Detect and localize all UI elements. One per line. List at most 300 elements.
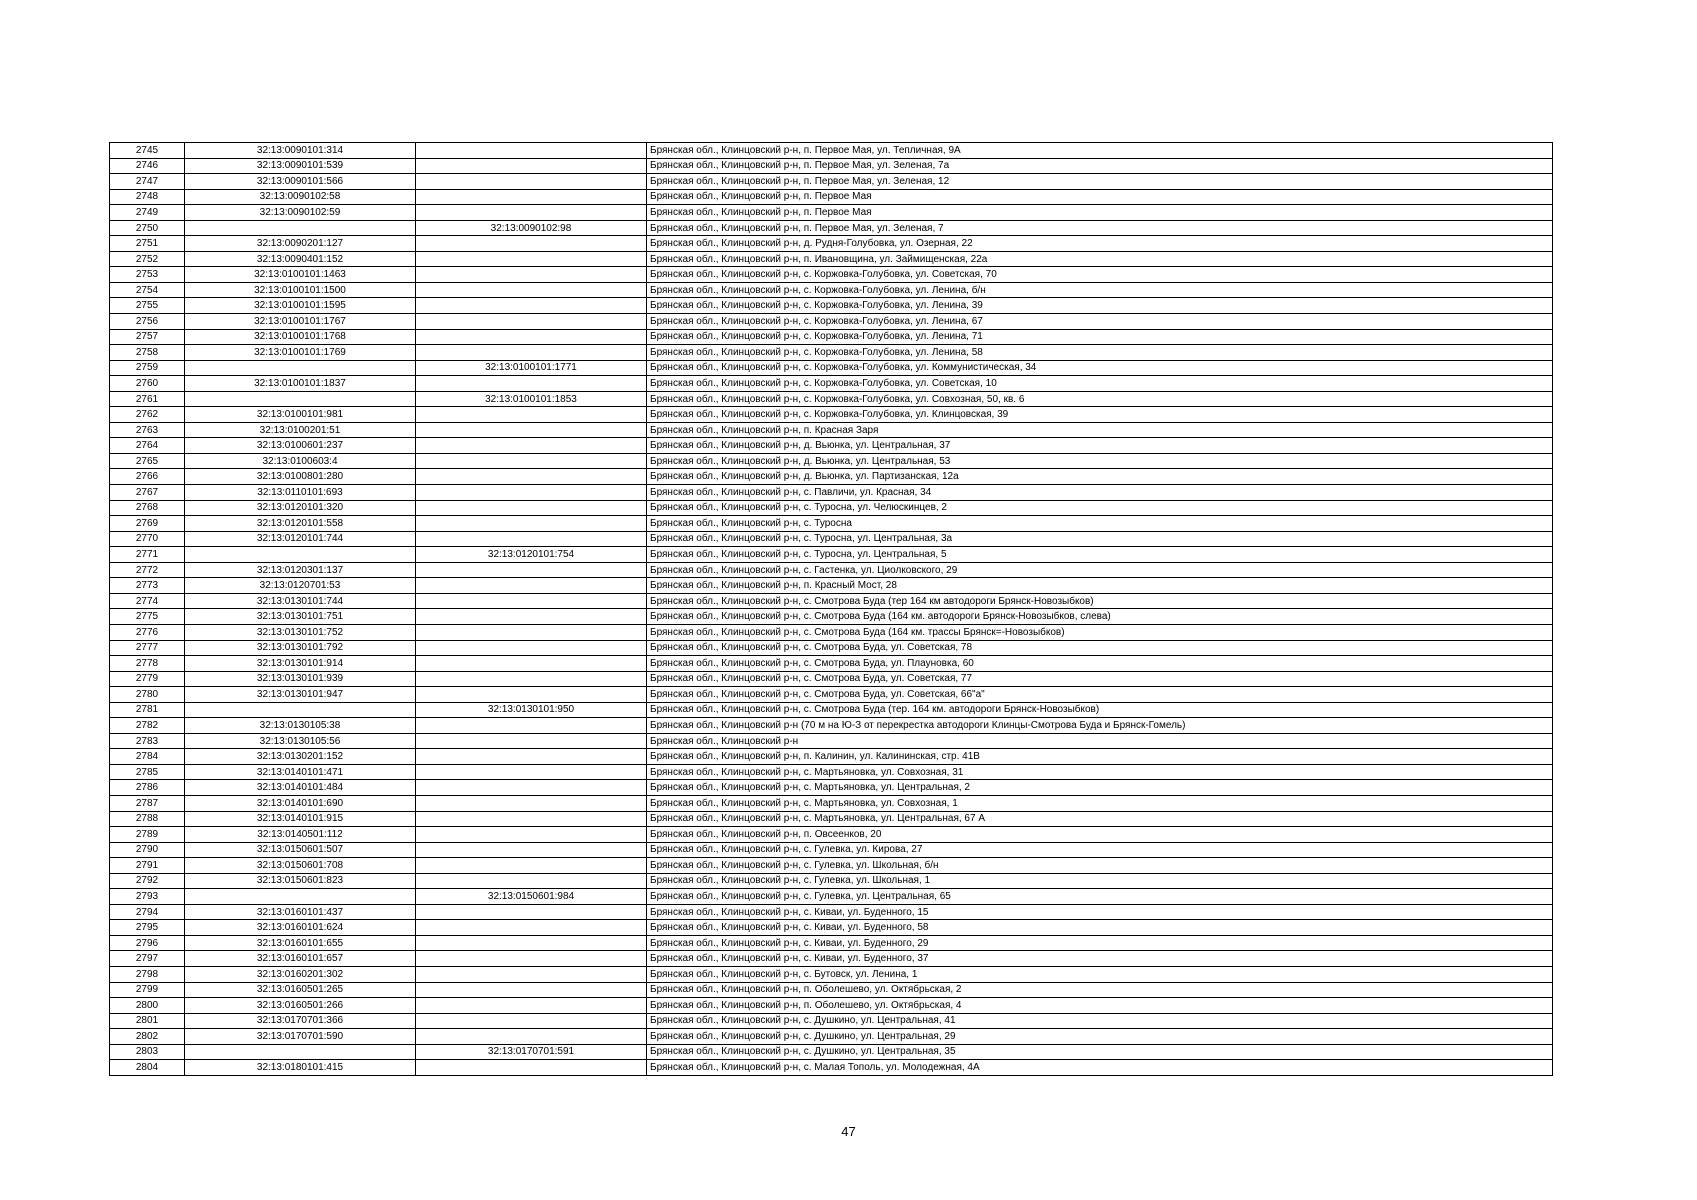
address-cell: Брянская обл., Клинцовский р-н, п. Овсеенков, 20 [647, 827, 1553, 843]
cadastral-number-cell: 32:13:0160101:657 [185, 951, 416, 967]
table-row [110, 236, 1553, 252]
cadastral-number-alt-cell [416, 438, 647, 454]
address-cell: Брянская обл., Клинцовский р-н, с. Душкино, ул. Центральная, 29 [647, 1029, 1553, 1045]
cadastral-number-cell: 32:13:0160101:655 [185, 935, 416, 951]
row-number-cell: 2760 [110, 376, 185, 392]
cadastral-number-alt-cell [416, 298, 647, 314]
cadastral-number-cell: 32:13:0100101:1500 [185, 282, 416, 298]
row-number-cell: 2775 [110, 609, 185, 625]
row-number-cell: 2800 [110, 998, 185, 1014]
cadastral-number-cell: 32:13:0130101:751 [185, 609, 416, 625]
cadastral-number-alt-cell [416, 982, 647, 998]
table-row [110, 282, 1553, 298]
row-number-cell: 2767 [110, 485, 185, 501]
address-cell: Брянская обл., Клинцовский р-н, с. Туросна, ул. Центральная, 5 [647, 547, 1553, 563]
cadastral-number-alt-cell [416, 966, 647, 982]
cadastral-number-cell: 32:13:0180101:415 [185, 1060, 416, 1076]
cadastral-number-cell: 32:13:0150601:823 [185, 873, 416, 889]
row-number-cell: 2746 [110, 158, 185, 174]
table-row [110, 329, 1553, 345]
address-cell: Брянская обл., Клинцовский р-н, с. Мартьяновка, ул. Совхозная, 1 [647, 795, 1553, 811]
table-row [110, 143, 1553, 159]
table-row [110, 407, 1553, 423]
row-number-cell: 2752 [110, 251, 185, 267]
row-number-cell: 2802 [110, 1029, 185, 1045]
table-row [110, 718, 1553, 734]
row-number-cell: 2778 [110, 656, 185, 672]
cadastral-number-alt-cell [416, 593, 647, 609]
table-row [110, 485, 1553, 501]
table-row [110, 966, 1553, 982]
row-number-cell: 2745 [110, 143, 185, 159]
cadastral-number-alt-cell: 32:13:0100101:1853 [416, 391, 647, 407]
row-number-cell: 2749 [110, 205, 185, 221]
address-cell: Брянская обл., Клинцовский р-н, с. Гулевка, ул. Кирова, 27 [647, 842, 1553, 858]
table-row [110, 453, 1553, 469]
address-cell: Брянская обл., Клинцовский р-н, с. Смотрова Буда, ул. Плауновка, 60 [647, 656, 1553, 672]
address-cell: Брянская обл., Клинцовский р-н, с. Коржовка-Голубовка, ул. Советская, 70 [647, 267, 1553, 283]
address-cell: Брянская обл., Клинцовский р-н, с. Киваи, ул. Буденного, 29 [647, 935, 1553, 951]
table-row [110, 578, 1553, 594]
table-row [110, 314, 1553, 330]
cadastral-number-cell: 32:13:0150601:507 [185, 842, 416, 858]
cadastral-number-alt-cell [416, 733, 647, 749]
address-cell: Брянская обл., Клинцовский р-н, с. Гастенка, ул. Циолковского, 29 [647, 562, 1553, 578]
row-number-cell: 2761 [110, 391, 185, 407]
cadastral-number-alt-cell [416, 407, 647, 423]
cadastral-number-alt-cell [416, 469, 647, 485]
table-row [110, 298, 1553, 314]
row-number-cell: 2794 [110, 904, 185, 920]
address-cell: Брянская обл., Клинцовский р-н, п. Оболешево, ул. Октябрьская, 2 [647, 982, 1553, 998]
cadastral-number-cell: 32:13:0140101:471 [185, 764, 416, 780]
address-cell: Брянская обл., Клинцовский р-н, с. Киваи, ул. Буденного, 58 [647, 920, 1553, 936]
table-row [110, 733, 1553, 749]
address-cell: Брянская обл., Клинцовский р-н, с. Малая Тополь, ул. Молодежная, 4А [647, 1060, 1553, 1076]
address-cell: Брянская обл., Клинцовский р-н, с. Гулевка, ул. Школьная, 1 [647, 873, 1553, 889]
cadastral-number-alt-cell [416, 764, 647, 780]
table-row [110, 174, 1553, 190]
table-row [110, 251, 1553, 267]
table-row [110, 220, 1553, 236]
address-cell: Брянская обл., Клинцовский р-н, с. Мартьяновка, ул. Совхозная, 31 [647, 764, 1553, 780]
table-row [110, 998, 1553, 1014]
address-cell: Брянская обл., Клинцовский р-н, с. Коржовка-Голубовка, ул. Ленина, 39 [647, 298, 1553, 314]
table-row [110, 547, 1553, 563]
cadastral-number-cell [185, 391, 416, 407]
cadastral-number-alt-cell [416, 609, 647, 625]
cadastral-number-alt-cell [416, 189, 647, 205]
cadastral-number-cell: 32:13:0130101:752 [185, 624, 416, 640]
table-row [110, 469, 1553, 485]
address-cell: Брянская обл., Клинцовский р-н, д. Вьюнка, ул. Центральная, 37 [647, 438, 1553, 454]
row-number-cell: 2769 [110, 516, 185, 532]
cadastral-number-alt-cell [416, 422, 647, 438]
row-number-cell: 2762 [110, 407, 185, 423]
table-row [110, 935, 1553, 951]
cadastral-number-cell: 32:13:0160101:437 [185, 904, 416, 920]
address-cell: Брянская обл., Клинцовский р-н, с. Смотрова Буда, ул. Советская, 66"а" [647, 687, 1553, 703]
address-cell: Брянская обл., Клинцовский р-н, с. Смотрова Буда (тер 164 км автодороги Брянск-Новозыбков) [647, 593, 1553, 609]
cadastral-number-alt-cell [416, 500, 647, 516]
table-row [110, 702, 1553, 718]
cadastral-number-cell: 32:13:0150601:708 [185, 858, 416, 874]
table-row [110, 609, 1553, 625]
cadastral-number-alt-cell [416, 562, 647, 578]
address-cell: Брянская обл., Клинцовский р-н, с. Душкино, ул. Центральная, 41 [647, 1013, 1553, 1029]
cadastral-number-cell: 32:13:0100101:1463 [185, 267, 416, 283]
cadastral-number-alt-cell [416, 749, 647, 765]
row-number-cell: 2756 [110, 314, 185, 330]
table-row [110, 562, 1553, 578]
table-row [110, 158, 1553, 174]
cadastral-number-cell: 32:13:0100101:1769 [185, 345, 416, 361]
cadastral-number-alt-cell [416, 858, 647, 874]
row-number-cell: 2783 [110, 733, 185, 749]
cadastral-number-cell [185, 220, 416, 236]
address-cell: Брянская обл., Клинцовский р-н, п. Красная Заря [647, 422, 1553, 438]
row-number-cell: 2804 [110, 1060, 185, 1076]
row-number-cell: 2757 [110, 329, 185, 345]
row-number-cell: 2750 [110, 220, 185, 236]
table-row [110, 422, 1553, 438]
cadastral-number-cell: 32:13:0120701:53 [185, 578, 416, 594]
row-number-cell: 2758 [110, 345, 185, 361]
row-number-cell: 2766 [110, 469, 185, 485]
row-number-cell: 2747 [110, 174, 185, 190]
row-number-cell: 2759 [110, 360, 185, 376]
cadastral-number-alt-cell [416, 314, 647, 330]
table-row [110, 640, 1553, 656]
table-row [110, 982, 1553, 998]
cadastral-number-alt-cell [416, 282, 647, 298]
row-number-cell: 2799 [110, 982, 185, 998]
row-number-cell: 2772 [110, 562, 185, 578]
table-row [110, 1013, 1553, 1029]
cadastral-number-alt-cell [416, 640, 647, 656]
address-cell: Брянская обл., Клинцовский р-н, п. Оболешево, ул. Октябрьская, 4 [647, 998, 1553, 1014]
table-row [110, 438, 1553, 454]
table-row [110, 360, 1553, 376]
table-row [110, 780, 1553, 796]
cadastral-number-alt-cell [416, 842, 647, 858]
cadastral-number-alt-cell [416, 143, 647, 159]
table-row [110, 345, 1553, 361]
address-cell: Брянская обл., Клинцовский р-н, с. Мартьяновка, ул. Центральная, 67 А [647, 811, 1553, 827]
address-cell: Брянская обл., Клинцовский р-н, с. Коржовка-Голубовка, ул. Клинцовская, 39 [647, 407, 1553, 423]
row-number-cell: 2787 [110, 795, 185, 811]
row-number-cell: 2792 [110, 873, 185, 889]
address-cell: Брянская обл., Клинцовский р-н, с. Гулевка, ул. Центральная, 65 [647, 889, 1553, 905]
cadastral-number-cell: 32:13:0120101:744 [185, 531, 416, 547]
cadastral-number-alt-cell [416, 453, 647, 469]
cadastral-number-cell [185, 702, 416, 718]
row-number-cell: 2765 [110, 453, 185, 469]
address-cell: Брянская обл., Клинцовский р-н, д. Вьюнка, ул. Центральная, 53 [647, 453, 1553, 469]
cadastral-number-alt-cell [416, 531, 647, 547]
table-row [110, 267, 1553, 283]
address-cell: Брянская обл., Клинцовский р-н [647, 733, 1553, 749]
address-cell: Брянская обл., Клинцовский р-н, с. Киваи, ул. Буденного, 37 [647, 951, 1553, 967]
address-cell: Брянская обл., Клинцовский р-н, с. Туросна [647, 516, 1553, 532]
table-row [110, 842, 1553, 858]
cadastral-number-alt-cell [416, 329, 647, 345]
cadastral-number-cell: 32:13:0120101:320 [185, 500, 416, 516]
table-row [110, 889, 1553, 905]
table-row [110, 749, 1553, 765]
cadastral-number-cell: 32:13:0100101:1595 [185, 298, 416, 314]
table-row [110, 795, 1553, 811]
cadastral-number-cell: 32:13:0130105:56 [185, 733, 416, 749]
address-cell: Брянская обл., Клинцовский р-н, с. Коржовка-Голубовка, ул. Совхозная, 50, кв. 6 [647, 391, 1553, 407]
cadastral-number-cell: 32:13:0130101:744 [185, 593, 416, 609]
cadastral-number-alt-cell [416, 174, 647, 190]
cadastral-number-cell: 32:13:0140101:915 [185, 811, 416, 827]
address-cell: Брянская обл., Клинцовский р-н, с. Туросна, ул. Центральная, 3а [647, 531, 1553, 547]
address-cell: Брянская обл., Клинцовский р-н, с. Коржовка-Голубовка, ул. Коммунистическая, 34 [647, 360, 1553, 376]
cadastral-number-cell: 32:13:0140101:484 [185, 780, 416, 796]
cadastral-number-cell: 32:13:0090201:127 [185, 236, 416, 252]
row-number-cell: 2780 [110, 687, 185, 703]
table-row [110, 951, 1553, 967]
cadastral-number-cell: 32:13:0120301:137 [185, 562, 416, 578]
address-cell: Брянская обл., Клинцовский р-н, с. Смотрова Буда, ул. Советская, 78 [647, 640, 1553, 656]
cadastral-number-alt-cell: 32:13:0150601:984 [416, 889, 647, 905]
cadastral-number-cell: 32:13:0100101:981 [185, 407, 416, 423]
address-cell: Брянская обл., Клинцовский р-н, п. Первое Мая, ул. Зеленая, 7 [647, 220, 1553, 236]
table-row [110, 205, 1553, 221]
cadastral-number-cell: 32:13:0090101:566 [185, 174, 416, 190]
cadastral-number-alt-cell [416, 920, 647, 936]
row-number-cell: 2777 [110, 640, 185, 656]
cadastral-number-alt-cell [416, 624, 647, 640]
row-number-cell: 2774 [110, 593, 185, 609]
table-row [110, 531, 1553, 547]
address-cell: Брянская обл., Клинцовский р-н, с. Киваи, ул. Буденного, 15 [647, 904, 1553, 920]
cadastral-number-alt-cell [416, 904, 647, 920]
address-cell: Брянская обл., Клинцовский р-н, п. Красный Мост, 28 [647, 578, 1553, 594]
cadastral-number-cell: 32:13:0140501:112 [185, 827, 416, 843]
address-cell: Брянская обл., Клинцовский р-н, с. Смотрова Буда, ул. Советская, 77 [647, 671, 1553, 687]
cadastral-number-cell: 32:13:0160501:266 [185, 998, 416, 1014]
cadastral-number-cell: 32:13:0100201:51 [185, 422, 416, 438]
cadastral-number-alt-cell [416, 873, 647, 889]
address-cell: Брянская обл., Клинцовский р-н, д. Вьюнка, ул. Партизанская, 12а [647, 469, 1553, 485]
cadastral-number-alt-cell: 32:13:0100101:1771 [416, 360, 647, 376]
row-number-cell: 2797 [110, 951, 185, 967]
address-cell: Брянская обл., Клинцовский р-н, с. Туросна, ул. Челюскинцев, 2 [647, 500, 1553, 516]
row-number-cell: 2770 [110, 531, 185, 547]
address-cell: Брянская обл., Клинцовский р-н, с. Душкино, ул. Центральная, 35 [647, 1044, 1553, 1060]
cadastral-number-alt-cell: 32:13:0120101:754 [416, 547, 647, 563]
page-number: 47 [841, 1124, 856, 1139]
row-number-cell: 2748 [110, 189, 185, 205]
cadastral-number-cell: 32:13:0100801:280 [185, 469, 416, 485]
cadastral-number-cell: 32:13:0170701:590 [185, 1029, 416, 1045]
cadastral-number-alt-cell [416, 718, 647, 734]
address-cell: Брянская обл., Клинцовский р-н, п. Первое Мая, ул. Тепличная, 9А [647, 143, 1553, 159]
table-row [110, 516, 1553, 532]
cadastral-number-cell: 32:13:0130101:939 [185, 671, 416, 687]
cadastral-number-cell: 32:13:0140101:690 [185, 795, 416, 811]
address-cell: Брянская обл., Клинцовский р-н, п. Калинин, ул. Калининская, стр. 41В [647, 749, 1553, 765]
address-cell: Брянская обл., Клинцовский р-н, с. Бутовск, ул. Ленина, 1 [647, 966, 1553, 982]
table-row [110, 1044, 1553, 1060]
table-row [110, 873, 1553, 889]
row-number-cell: 2785 [110, 764, 185, 780]
cadastral-number-cell: 32:13:0100601:237 [185, 438, 416, 454]
row-number-cell: 2781 [110, 702, 185, 718]
row-number-cell: 2791 [110, 858, 185, 874]
row-number-cell: 2795 [110, 920, 185, 936]
cadastral-number-cell: 32:13:0100603:4 [185, 453, 416, 469]
table-row [110, 811, 1553, 827]
cadastral-number-cell: 32:13:0160501:265 [185, 982, 416, 998]
cadastral-number-alt-cell [416, 158, 647, 174]
cadastral-number-alt-cell [416, 811, 647, 827]
table-row [110, 1060, 1553, 1076]
address-cell: Брянская обл., Клинцовский р-н, п. Первое Мая, ул. Зеленая, 7а [647, 158, 1553, 174]
cadastral-number-cell: 32:13:0130101:914 [185, 656, 416, 672]
address-cell: Брянская обл., Клинцовский р-н, с. Смотрова Буда (164 км. трассы Брянск=-Новозыбков) [647, 624, 1553, 640]
cadastral-number-cell: 32:13:0100101:1768 [185, 329, 416, 345]
table-row [110, 500, 1553, 516]
row-number-cell: 2803 [110, 1044, 185, 1060]
row-number-cell: 2789 [110, 827, 185, 843]
cadastral-number-cell: 32:13:0130105:38 [185, 718, 416, 734]
row-number-cell: 2751 [110, 236, 185, 252]
row-number-cell: 2773 [110, 578, 185, 594]
address-cell: Брянская обл., Клинцовский р-н, с. Павличи, ул. Красная, 34 [647, 485, 1553, 501]
cadastral-number-cell: 32:13:0160201:302 [185, 966, 416, 982]
table-row [110, 624, 1553, 640]
row-number-cell: 2753 [110, 267, 185, 283]
address-cell: Брянская обл., Клинцовский р-н, с. Коржовка-Голубовка, ул. Ленина, б/н [647, 282, 1553, 298]
cadastral-table [109, 142, 1553, 1076]
cadastral-number-alt-cell: 32:13:0090102:98 [416, 220, 647, 236]
cadastral-number-alt-cell [416, 205, 647, 221]
cadastral-number-cell: 32:13:0130201:152 [185, 749, 416, 765]
address-cell: Брянская обл., Клинцовский р-н, с. Коржовка-Голубовка, ул. Ленина, 67 [647, 314, 1553, 330]
cadastral-number-alt-cell [416, 1029, 647, 1045]
cadastral-number-alt-cell [416, 827, 647, 843]
cadastral-number-alt-cell [416, 345, 647, 361]
cadastral-number-alt-cell [416, 485, 647, 501]
cadastral-number-cell: 32:13:0120101:558 [185, 516, 416, 532]
cadastral-number-alt-cell [416, 795, 647, 811]
address-cell: Брянская обл., Клинцовский р-н, с. Гулевка, ул. Школьная, б/н [647, 858, 1553, 874]
address-cell: Брянская обл., Клинцовский р-н, с. Смотрова Буда (тер. 164 км. автодороги Брянск-Новозыбков) [647, 702, 1553, 718]
address-cell: Брянская обл., Клинцовский р-н, п. Первое Мая, ул. Зеленая, 12 [647, 174, 1553, 190]
cadastral-number-cell: 32:13:0090401:152 [185, 251, 416, 267]
table-row [110, 656, 1553, 672]
row-number-cell: 2790 [110, 842, 185, 858]
address-cell: Брянская обл., Клинцовский р-н, п. Первое Мая [647, 189, 1553, 205]
cadastral-number-alt-cell [416, 1060, 647, 1076]
cadastral-number-alt-cell [416, 687, 647, 703]
table-row [110, 920, 1553, 936]
row-number-cell: 2796 [110, 935, 185, 951]
address-cell: Брянская обл., Клинцовский р-н, с. Коржовка-Голубовка, ул. Ленина, 71 [647, 329, 1553, 345]
table-row [110, 1029, 1553, 1045]
cadastral-number-cell [185, 889, 416, 905]
cadastral-number-alt-cell [416, 951, 647, 967]
cadastral-number-alt-cell: 32:13:0170701:591 [416, 1044, 647, 1060]
cadastral-number-cell: 32:13:0100101:1837 [185, 376, 416, 392]
cadastral-number-alt-cell [416, 376, 647, 392]
row-number-cell: 2754 [110, 282, 185, 298]
cadastral-number-cell: 32:13:0090102:59 [185, 205, 416, 221]
table-row [110, 391, 1553, 407]
address-cell: Брянская обл., Клинцовский р-н (70 м на Ю-З от перекрестка автодороги Клинцы-Смотрова Буда и Брянск-Гомель) [647, 718, 1553, 734]
table-row [110, 671, 1553, 687]
table-row [110, 376, 1553, 392]
cadastral-number-cell [185, 547, 416, 563]
cadastral-number-cell: 32:13:0130101:792 [185, 640, 416, 656]
cadastral-number-alt-cell [416, 578, 647, 594]
cadastral-number-alt-cell: 32:13:0130101:950 [416, 702, 647, 718]
row-number-cell: 2755 [110, 298, 185, 314]
cadastral-number-cell [185, 360, 416, 376]
cadastral-number-alt-cell [416, 516, 647, 532]
table-row [110, 687, 1553, 703]
address-cell: Брянская обл., Клинцовский р-н, с. Коржовка-Голубовка, ул. Советская, 10 [647, 376, 1553, 392]
table-row [110, 593, 1553, 609]
cadastral-number-alt-cell [416, 656, 647, 672]
cadastral-number-alt-cell [416, 935, 647, 951]
cadastral-number-alt-cell [416, 236, 647, 252]
address-cell: Брянская обл., Клинцовский р-н, п. Первое Мая [647, 205, 1553, 221]
cadastral-number-cell: 32:13:0100101:1767 [185, 314, 416, 330]
row-number-cell: 2793 [110, 889, 185, 905]
address-cell: Брянская обл., Клинцовский р-н, п. Ивановщина, ул. Займищенская, 22а [647, 251, 1553, 267]
row-number-cell: 2798 [110, 966, 185, 982]
cadastral-number-alt-cell [416, 671, 647, 687]
address-cell: Брянская обл., Клинцовский р-н, д. Рудня-Голубовка, ул. Озерная, 22 [647, 236, 1553, 252]
cadastral-number-cell [185, 1044, 416, 1060]
address-cell: Брянская обл., Клинцовский р-н, с. Коржовка-Голубовка, ул. Ленина, 58 [647, 345, 1553, 361]
cadastral-number-alt-cell [416, 1013, 647, 1029]
row-number-cell: 2801 [110, 1013, 185, 1029]
cadastral-number-cell: 32:13:0170701:366 [185, 1013, 416, 1029]
row-number-cell: 2788 [110, 811, 185, 827]
row-number-cell: 2779 [110, 671, 185, 687]
table-row [110, 827, 1553, 843]
table-row [110, 189, 1553, 205]
address-cell: Брянская обл., Клинцовский р-н, с. Смотрова Буда (164 км. автодороги Брянск-Новозыбков, слева) [647, 609, 1553, 625]
row-number-cell: 2771 [110, 547, 185, 563]
row-number-cell: 2764 [110, 438, 185, 454]
cadastral-number-alt-cell [416, 998, 647, 1014]
row-number-cell: 2782 [110, 718, 185, 734]
row-number-cell: 2784 [110, 749, 185, 765]
row-number-cell: 2776 [110, 624, 185, 640]
cadastral-number-cell: 32:13:0130101:947 [185, 687, 416, 703]
row-number-cell: 2786 [110, 780, 185, 796]
table-row [110, 858, 1553, 874]
cadastral-number-alt-cell [416, 251, 647, 267]
cadastral-number-cell: 32:13:0090102:58 [185, 189, 416, 205]
cadastral-number-cell: 32:13:0110101:693 [185, 485, 416, 501]
cadastral-number-alt-cell [416, 780, 647, 796]
row-number-cell: 2763 [110, 422, 185, 438]
cadastral-number-cell: 32:13:0090101:314 [185, 143, 416, 159]
table-body [110, 143, 1553, 1076]
cadastral-number-cell: 32:13:0090101:539 [185, 158, 416, 174]
cadastral-number-alt-cell [416, 267, 647, 283]
cadastral-number-cell: 32:13:0160101:624 [185, 920, 416, 936]
row-number-cell: 2768 [110, 500, 185, 516]
